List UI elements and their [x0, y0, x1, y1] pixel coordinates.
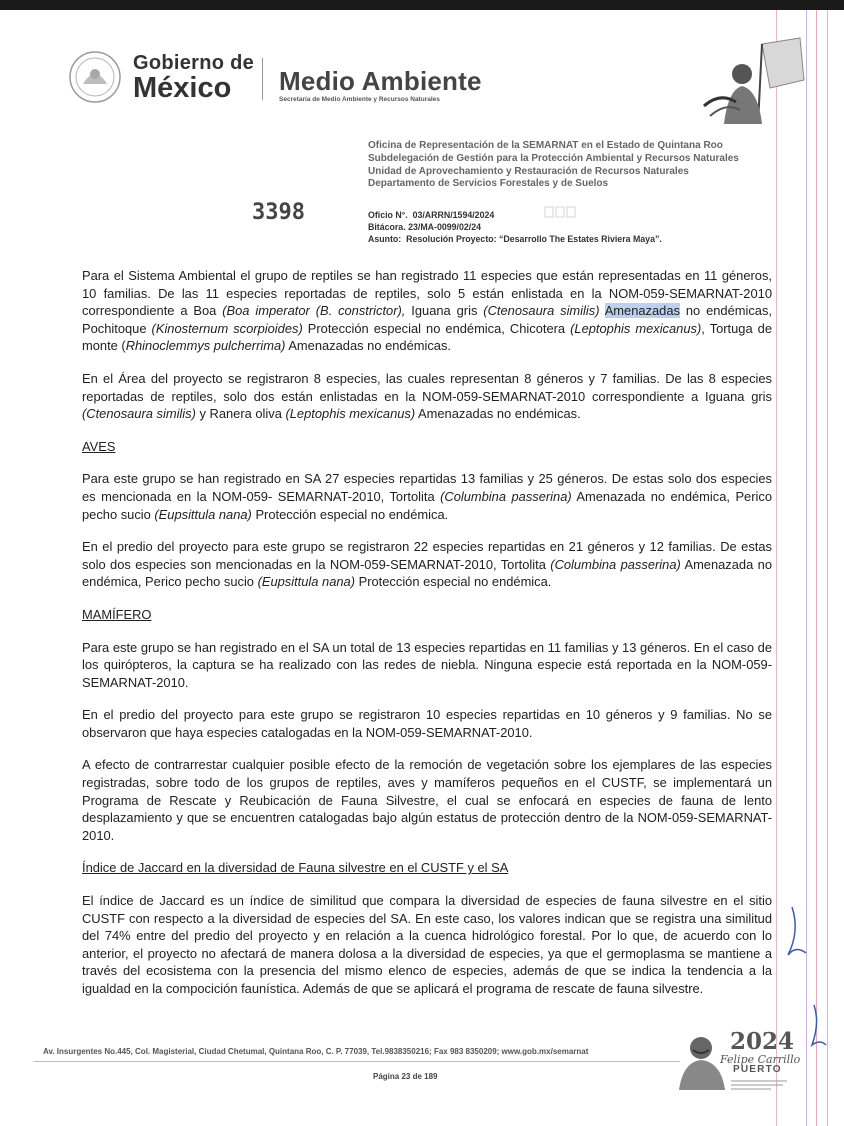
office-line: Unidad de Aprovechamiento y Restauración de Recursos Naturales: [368, 165, 689, 177]
species-name: (Leptophis mexicanus): [570, 320, 702, 336]
office-line: Departamento de Servicios Forestales y de Suelos: [368, 178, 609, 190]
text-run: Protección especial no endémica, Chicotera: [302, 320, 571, 336]
text-run: [600, 303, 605, 318]
emblem-fine-print: [731, 1078, 789, 1092]
text-run: Protección especial no endémica.: [355, 574, 552, 590]
paragraph-aves-project: [82, 538, 772, 591]
species-name: (Ctenosaura similis): [82, 406, 196, 422]
emblem-year: 2024: [730, 1028, 795, 1055]
species-name: (Kinosternum scorpioides): [151, 320, 303, 336]
paragraph-mamifero-project: En el predio del proyecto para este grupo se registraron 10 especies repartidas en 10 géneros y 9 familias. No se observaron que haya especies catalogadas en la NOM-059-SEMARNAT-2010.: [82, 707, 772, 740]
oficio-value: 03/ARRN/1594/2024: [412, 210, 495, 220]
species-name: (Boa imperator (B. constrictor),: [222, 303, 406, 319]
document-references: [368, 209, 662, 245]
text-run: Amenazada no endémica, Perico pecho sucio: [82, 556, 772, 590]
paragraph-aves-sa: [82, 470, 772, 523]
text-run: Para este grupo se han registrado en SA 27 especies repartidas 13 familias y 25 géneros. De estas solo dos especies es mencionada en la NOM-059- SEMARNAT-2010, Tortolita: [82, 471, 772, 504]
heading-aves: AVES: [82, 438, 116, 454]
stamp-number: 3398: [252, 200, 305, 225]
text-run: y Ranera oliva: [195, 406, 286, 422]
paragraph-reptiles-project: [82, 370, 772, 423]
ministry-subtitle: Secretaría de Medio Ambiente y Recursos Naturales: [279, 96, 440, 103]
bitacora-label: Bitácora.: [368, 222, 406, 232]
text-run: En el Área del proyecto se registraron 8 especies, las cuales representan 8 géneros y 7 familias. De las 8 especies reportadas de reptiles, solo dos están enlistadas en la NOM-059-SEMARNAT-2010 correspondiente a Iguana gris: [82, 370, 772, 404]
gobierno-line2: México: [133, 72, 232, 104]
ministry-logo: [279, 68, 482, 103]
highlighted-text[interactable]: Amenazadas: [604, 303, 680, 319]
ministry-name: Medio Ambiente: [279, 66, 482, 96]
flag-figure-icon: [700, 36, 810, 124]
text-run: no endémicas, Pochitoque: [82, 303, 772, 336]
paragraph-reptiles-sa: [82, 267, 772, 355]
text-run: Iguana gris: [405, 303, 484, 319]
text-run: En el predio del proyecto para este grupo se registraron 22 especies repartidas en 21 géneros y 12 familias. De estas solo dos especies son mencionadas en la NOM-059-SEMARNAT-2010, Tortolita: [82, 539, 772, 572]
text-run: Amenazadas no endémicas.: [415, 406, 581, 422]
paragraph-mamifero-sa: Para este grupo se han registrado en el SA un total de 13 especies repartidas en 11 familias y 13 géneros. En el caso de los quirópteros, la captura se ha realizado con las redes de niebla. Ninguna especie está reportada en la NOM-059-SEMARNAT-2010.: [82, 639, 772, 690]
footer-address: Av. Insurgentes No.445, Col. Magisterial, Ciudad Chetumal, Quintana Roo, C. P. 77039, Tel.9838350216; Fax 983 8350209; www.gob.mx/semarnat: [43, 1047, 589, 1056]
mexico-seal-icon: [68, 50, 122, 104]
species-name: (Ctenosaura similis): [483, 303, 600, 319]
scan-top-border: [0, 0, 844, 10]
asunto-value: Resolución Proyecto: “Desarrollo The Estates Riviera Maya”.: [406, 234, 662, 244]
office-line: Subdelegación de Gestión para la Protección Ambiental y Recursos Naturales: [368, 152, 739, 164]
oficio-label: Oficio N°.: [368, 210, 408, 220]
species-name: Rhinoclemmys pulcherrima): [125, 338, 286, 354]
office-heading: [368, 140, 739, 191]
text-run: Amenazadas no endémicas.: [285, 338, 451, 354]
heading-mamifero: MAMÍFERO: [82, 606, 152, 622]
text-run: Protección especial no endémica.: [251, 506, 449, 522]
text-run: Para el Sistema Ambiental el grupo de reptiles se han registrado 11 especies que están representadas en 11 géneros, 10 familias. De las 11 especies reportadas de reptiles, solo 5 están enlistada en la NOM-059-SEMARNAT-2010 correspondiente a Boa: [82, 268, 772, 319]
emblem-name: Felipe Carrillo: [720, 1053, 801, 1066]
text-run: Amenazada no endémica, Perico pecho sucio: [82, 488, 772, 522]
species-name: (Leptophis mexicanus): [285, 406, 416, 422]
bitacora-value: 23/MA-0099/02/24: [408, 222, 481, 232]
office-line: Oficina de Representación de la SEMARNAT en el Estado de Quintana Roo: [368, 140, 723, 151]
footer-rule: [34, 1061, 680, 1062]
gobierno-line1: Gobierno de: [133, 52, 255, 74]
logo-divider: [262, 58, 263, 100]
asunto-label: Asunto:: [368, 234, 402, 244]
text-run: , Tortuga de monte (: [82, 320, 772, 354]
heading-jaccard: Índice de Jaccard en la diversidad de Fauna silvestre en el CUSTF y el SA: [82, 860, 509, 876]
page-number: Página 23 de 189: [373, 1072, 438, 1081]
species-name: (Columbina passerina): [440, 488, 572, 504]
species-name: (Eupsittula nana): [257, 574, 356, 590]
paragraph-jaccard: El índice de Jaccard es un índice de similitud que compara la diversidad de especies de fauna silvestre en el sitio CUSTF con respecto a la diversidad de especies del SA. En este caso, los valores indican que se registra una similitud del 74% entre del predio del proyecto y en relación a la cuenca hidrológico forestal. Por lo que, de acuerdo con lo anterior, el proyecto no afectará de manera dolosa a la diversidad de especies, ya que el germoplasma se mantiene a través del ecosistema con la presencia del mismo elenco de especies, además de que se indica la tendencia a la igualdad en la compocición faunística. Además de que se aplicará el programa de rescate de fauna silvestre.: [82, 893, 772, 996]
paragraph-rescue-program: A efecto de contrarrestar cualquier posible efecto de la remoción de vegetación sobre los ejemplares de las especies registradas, sobre todo de los grupos de reptiles, aves y mamíferos pequeños en el CUSTF, se implementará un Programa de Rescate y Reubicación de Fauna Silvestre, el cual se enfocará en especies de fauna de lento desplazamiento y que se encuentren catalogadas bajo algún estatus de protección dentro de la NOM-059-SEMARNAT-2010.: [82, 757, 772, 843]
emblem-place: PUERTO: [733, 1064, 782, 1075]
document-body: [82, 267, 772, 1013]
handwritten-initial-mark: [776, 895, 832, 1055]
gobierno-logo: [133, 53, 254, 103]
species-name: (Columbina passerina): [550, 556, 681, 572]
species-name: (Eupsittula nana): [154, 506, 252, 522]
